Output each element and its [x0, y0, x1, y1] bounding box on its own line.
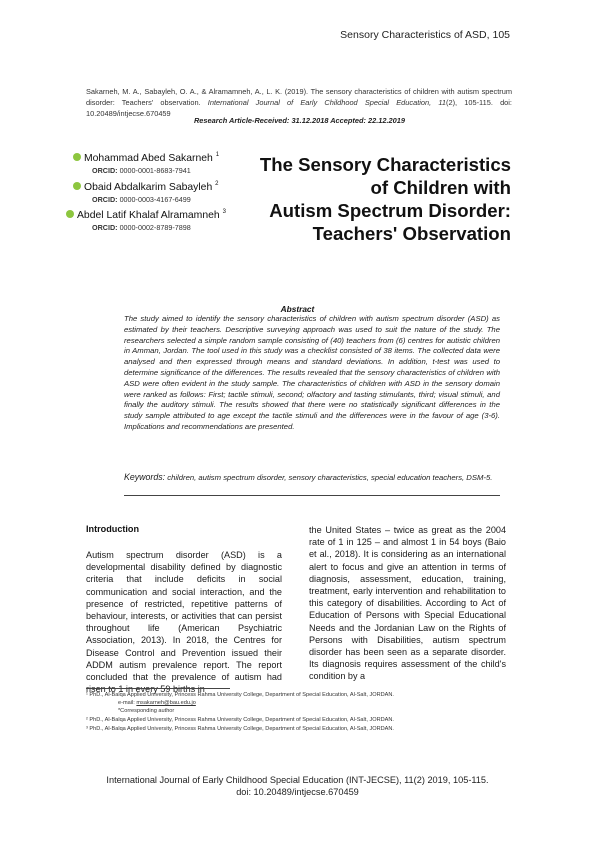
orcid-label: ORCID:	[92, 195, 118, 204]
keywords-label: Keywords:	[124, 472, 166, 482]
author-2-orcid	[92, 195, 191, 204]
orcid-label: ORCID:	[92, 223, 118, 232]
title-line: The Sensory Characteristics	[259, 154, 511, 175]
footnote-divider	[86, 688, 230, 689]
orcid-icon[interactable]	[73, 182, 81, 190]
author-2-orcid-id[interactable]: 0000-0003-4167-6499	[119, 195, 191, 204]
author-1-affiliation-mark: 1	[215, 152, 220, 158]
footer-doi-line: doi: 10.20489/intjecse.670459	[236, 787, 359, 798]
title-line: Teachers' Observation	[312, 223, 511, 244]
title-line: Autism Spectrum Disorder:	[269, 200, 511, 221]
intro-right-column: the United States – twice as great as the 2004 rate of 1 in 125 – and almost 1 in 54 boys (Baio et al., 2018). It is considering as an international alert to focus and give an attention in terms of diagnosis, assessment, education, training, treatment, early intervention and rehabilitation to this category of disabilities. According to Act of Education of Persons with Special Educational Needs and the Jordanian Law on the Rights of Persons with Disabilities, autism spectrum disorder has been seen as a separate disorder. Its diagnosis requires assessment of the child's condition by a	[309, 525, 506, 682]
author-1-orcid-id[interactable]: 0000-0001-8683-7941	[119, 166, 191, 175]
citation-journal: International Journal of Early Childhood Special Education, 11	[207, 98, 447, 107]
email-link[interactable]: msakarneh@bau.edu.jo	[136, 700, 196, 706]
orcid-icon[interactable]	[66, 210, 74, 218]
keywords	[124, 472, 500, 484]
abstract-heading: Abstract	[280, 304, 315, 314]
footnote-1: ¹ PhD., Al-Balqa Applied University, Princess Rahma University College, Department of Special Education, Al-Salt, JORDAN.	[86, 692, 394, 698]
keywords-text: children, autism spectrum disorder, sensory characteristics, special education teachers, DSM-5.	[167, 473, 493, 482]
author-1	[73, 153, 219, 164]
orcid-icon[interactable]	[73, 153, 81, 161]
citation	[86, 86, 512, 119]
footnote-2: ² PhD., Al-Balqa Applied University, Princess Rahma University College, Department of Special Education, Al-Salt, JORDAN.	[86, 717, 394, 723]
abstract-text: The study aimed to identify the sensory characteristics of children with autism spectrum disorder (ASD) as estimated by their teachers. Descriptive surveying approach was used to suit the nature of the study. The researchers selected a simple random sample consisting of (40) teachers from (6) centres for autistic children in Amman, Jordan. The tool used in this study was a checklist consisted of 38 items. The collected data were analysed and then expressed through means and standard deviations. In addition, t-test was used to determine significance of the differences. The results revealed that the sensory characteristics of children with ASD were often evident in the study sample. The characteristics of children with ASD in the sensory domain were ranked as follows: First; tactile stimuli, second; olfactory and tasting stimulants, third; visual stimuli, and finally the auditory stimuli. The results showed that there were no statistically significant differences in the study sample attributed to age except the tactile stimuli and the differences were in the favour of age (3-6). Implications and recommendations are presented.	[124, 314, 500, 431]
author-2-name: Obaid Abdalkarim Sabayleh	[84, 182, 213, 193]
author-3-orcid-id[interactable]: 0000-0002-8789-7898	[119, 223, 191, 232]
citation-text-pre: Sakarneh, M. A., Sabayleh, O. A., & Alramamneh, A., L. K. (2019). The sensory characteristics of children with autism spectrum disorder: Teachers' observation.	[86, 87, 512, 107]
footnote-1-corresponding: *Corresponding author	[118, 708, 175, 714]
author-3-affiliation-mark: 3	[222, 209, 226, 215]
author-3-orcid	[92, 223, 191, 232]
section-heading-introduction: Introduction	[86, 524, 140, 534]
keywords-divider	[124, 495, 500, 496]
footnote-3: ³ PhD., Al-Balqa Applied University, Princess Rahma University College, Department of Special Education, Al-Salt, JORDAN.	[86, 726, 394, 732]
author-1-name: Mohammad Abed Sakarneh	[84, 153, 213, 164]
page-footer	[0, 774, 595, 799]
paper-title	[211, 153, 511, 245]
orcid-label: ORCID:	[92, 166, 118, 175]
author-3-name: Abdel Latif Khalaf Alramamneh	[77, 210, 220, 221]
received-accepted-line: Research Article-Received: 31.12.2018 Accepted: 22.12.2019	[193, 116, 405, 125]
title-line: of Children with	[370, 177, 511, 198]
citation-text-post: (2), 105-115. doi: 10.20489/intjecse.670459	[86, 98, 512, 118]
author-3	[66, 210, 226, 221]
footer-journal-line: International Journal of Early Childhood Special Education (INT-JECSE), 11(2) 2019, 105-115.	[106, 775, 489, 785]
author-2-affiliation-mark: 2	[215, 181, 219, 187]
email-label: e-mail:	[118, 700, 135, 706]
author-2	[73, 182, 218, 193]
author-1-orcid	[92, 166, 191, 175]
intro-left-column: Autism spectrum disorder (ASD) is a developmental disability defined by diagnostic criteria that include deficits in social communication and social interaction, and the presence of restricted, repetitive patterns of behaviour, interests, or activities that can persist throughout life (American Psychiatric Association, 2013). In 2018, the Centres for Disease Control and Prevention issued their ADDM autism prevalence report. The report concluded that the prevalence of autism had risen to 1 in every 59 births in	[86, 550, 282, 695]
running-head: Sensory Characteristics of ASD, 105	[340, 29, 510, 41]
